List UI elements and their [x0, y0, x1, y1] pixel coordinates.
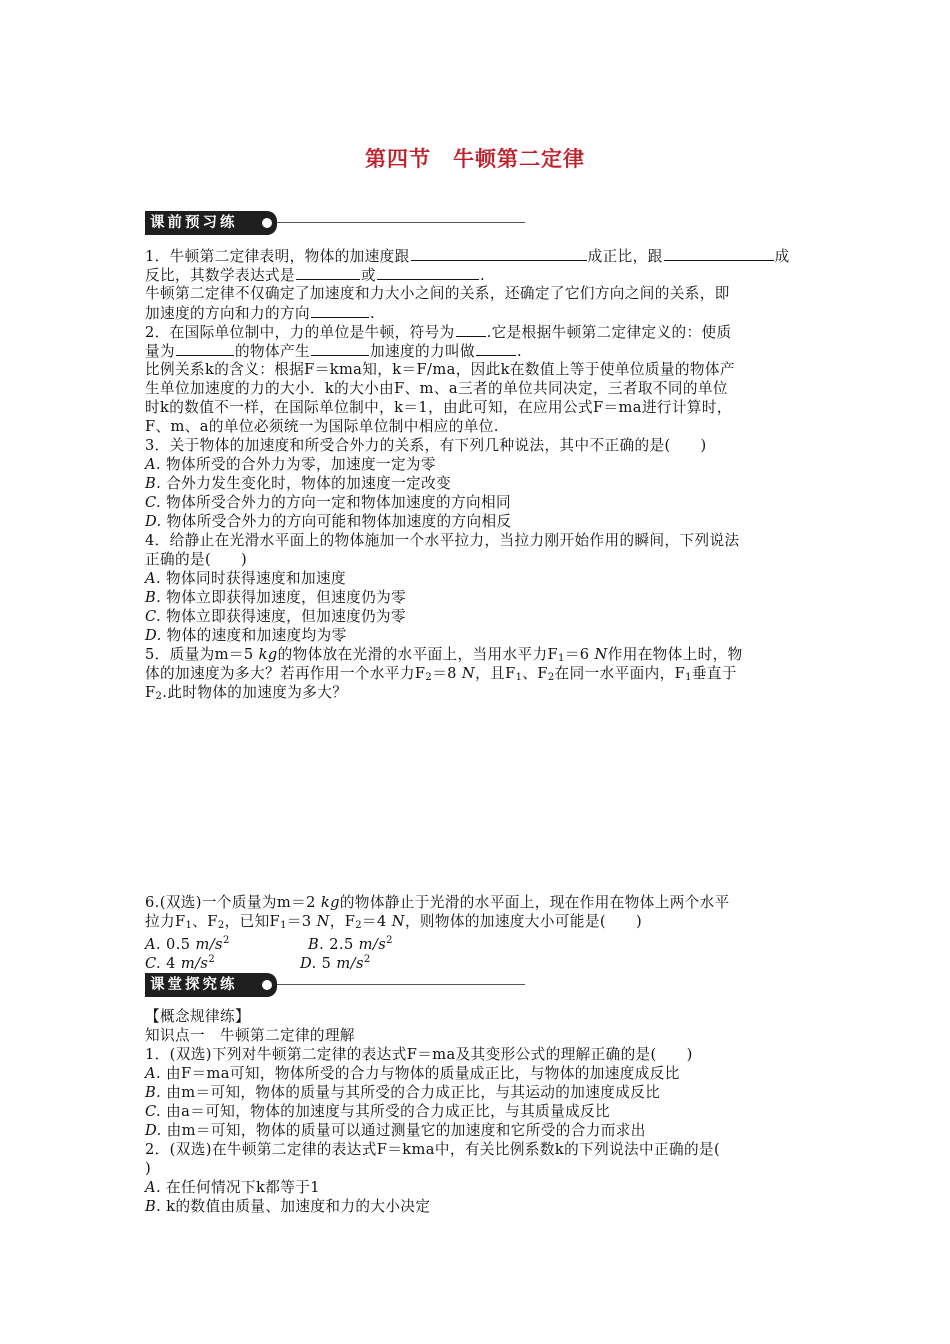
question-stem: ) — [145, 1160, 152, 1177]
option-b: B. 由m＝可知，物体的质量与其所受的合力成正比，与其运动的加速度成反比 — [145, 1084, 661, 1101]
option-a: A. 物体同时获得速度和加速度 — [145, 570, 346, 587]
section-header-class — [145, 973, 525, 997]
option-d: D. 由m＝可知，物体的质量可以通过测量它的加速度和它所受的合力而求出 — [145, 1122, 646, 1139]
option-a: A. 物体所受的合外力为零，加速度一定为零 — [145, 456, 436, 473]
question-stem: 体的加速度为多大？若再作用一个水平力$F_2=8$ N，且$F_1$、$F_2$在同一水平面内，$F_1$垂直于 — [145, 665, 737, 683]
section-header-preview — [145, 211, 525, 235]
text-line: 反比，其数学表达式是 或 . — [145, 267, 485, 284]
answer-blank — [664, 246, 774, 261]
text-line: 时k的数值不一样，在国际单位制中，k＝1，由此可知，在应用公式F＝ma进行计算时， — [145, 399, 732, 416]
text-line: F、m、a的单位必须统一为国际单位制中相应的单位. — [145, 418, 499, 435]
question-stem: 2．(双选)在牛顿第二定律的表达式F＝kma中，有关比例系数k的下列说法中正确的是( — [145, 1141, 721, 1158]
section-rule — [277, 984, 525, 985]
question-stem: 6.(双选)一个质量为m＝2 kg的物体静止于光滑的水平面上，现在作用在物体上两个水平 — [145, 894, 730, 911]
answer-blank — [176, 341, 234, 356]
question-stem: 1．(双选)下列对牛顿第二定律的表达式F＝ma及其变形公式的理解正确的是( ) — [145, 1046, 693, 1063]
text-line: 加速度的方向和力的方向 . — [145, 305, 375, 322]
text-line: 牛顿第二定律不仅确定了加速度和力大小之间的关系，还确定了它们方向之间的关系，即 — [145, 285, 730, 302]
answer-blank — [377, 265, 479, 280]
question-stem: 5．质量为m＝5 kg的物体放在光滑的水平面上，当用水平力$F_1=6$ N作用在物体上时，物 — [145, 646, 743, 664]
option-c: C. 物体所受合外力的方向一定和物体加速度的方向相同 — [145, 494, 511, 511]
question-stem: 4．给静止在光滑水平面上的物体施加一个水平拉力，当拉力刚开始作用的瞬间，下列说法 — [145, 532, 740, 549]
option-b: B. 物体立即获得加速度，但速度仍为零 — [145, 589, 407, 606]
question-stem: 3．关于物体的加速度和所受合外力的关系，有下列几种说法，其中不正确的是( ) — [145, 437, 707, 454]
option-a: A. 由F＝ma可知，物体所受的合力与物体的质量成正比，与物体的加速度成反比 — [145, 1065, 680, 1082]
text-line: 2．在国际单位制中，力的单位是牛顿，符号为 .它是根据牛顿第二定律定义的：使质 — [145, 324, 732, 341]
answer-blank — [456, 322, 486, 337]
option-c: C. 由a＝可知，物体的加速度与其所受的合力成正比，与其质量成反比 — [145, 1103, 611, 1120]
option-a: A. 0.5 $m/s^2$ — [145, 935, 230, 953]
knowledge-point: 知识点一 牛顿第二定律的理解 — [145, 1027, 355, 1044]
answer-blank — [296, 265, 360, 280]
option-d: D. 5 $m/s^2$ — [300, 954, 371, 972]
option-d: D. 物体的速度和加速度均为零 — [145, 627, 347, 644]
section-label: 课堂探究练 — [145, 973, 277, 997]
answer-blank — [476, 341, 516, 356]
question-stem: 正确的是( ) — [145, 551, 248, 568]
option-d: D. 物体所受合外力的方向可能和物体加速度的方向相反 — [145, 513, 512, 530]
text-line: 比例关系k的含义：根据F＝kma知，k＝F/ma，因此k在数值上等于使单位质量的物体产 — [145, 361, 735, 378]
option-b: B. 合外力发生变化时，物体的加速度一定改变 — [145, 475, 452, 492]
question-stem: $F_2$.此时物体的加速度为多大？ — [145, 684, 348, 702]
option-b: B. 2.5 $m/s^2$ — [308, 935, 393, 953]
answer-blank — [411, 246, 587, 261]
section-label: 课前预习练 — [145, 211, 277, 235]
options-row — [145, 950, 825, 973]
option-c: C. 4 $m/s^2$ — [145, 954, 216, 972]
section-rule — [277, 222, 525, 223]
option-a: A. 在任何情况下k都等于1 — [145, 1179, 320, 1196]
answer-blank — [311, 341, 369, 356]
text-line: 生单位加速度的力的大小．k的大小由F、m、a三者的单位共同决定，三者取不同的单位 — [145, 380, 728, 397]
page-title: 第四节 牛顿第二定律 — [365, 147, 585, 171]
bullet-dot-icon — [262, 218, 272, 228]
question-stem: 拉力$F_1$、$F_2$，已知$F_1=3$ N，$F_2=4$ N，则物体的加速度大小可能是( ) — [145, 913, 643, 931]
subsection-heading: 【概念规律练】 — [145, 1008, 250, 1025]
option-b: B. k的数值由质量、加速度和力的大小决定 — [145, 1198, 431, 1215]
text-line: 1．牛顿第二定律表明，物体的加速度跟 成正比，跟 成 — [145, 248, 790, 265]
option-c: C. 物体立即获得速度，但加速度仍为零 — [145, 608, 407, 625]
bullet-dot-icon — [262, 980, 272, 990]
text-line: 量为 的物体产生 加速度的力叫做 . — [145, 343, 522, 360]
answer-blank — [311, 303, 369, 318]
